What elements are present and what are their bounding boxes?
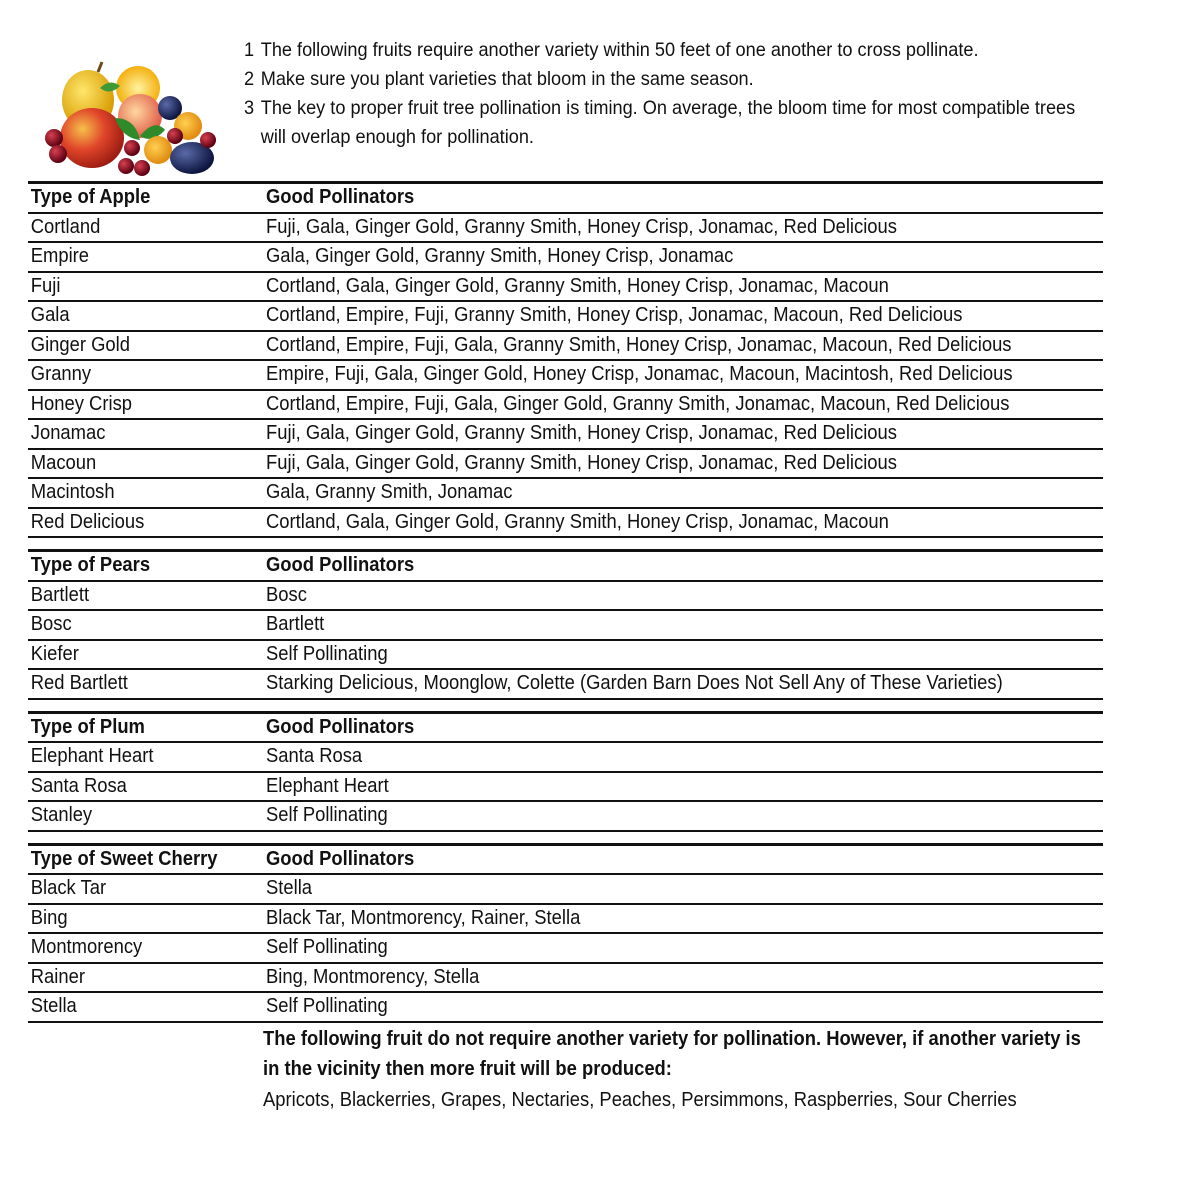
- pollinators-cell: Bing, Montmorency, Stella: [266, 965, 480, 988]
- pollinators-cell: Bosc: [266, 583, 307, 606]
- note-number: 2: [244, 68, 255, 90]
- pollinators-cell: Gala, Ginger Gold, Granny Smith, Honey Crisp, Jonamac: [266, 245, 734, 268]
- table-row: [28, 934, 1103, 964]
- note-item: [244, 94, 1081, 152]
- variety-cell: Ginger Gold: [30, 333, 130, 356]
- note-number: 1: [244, 39, 255, 61]
- table-row: [28, 243, 1103, 273]
- table-row: [28, 964, 1103, 994]
- table-row: [28, 670, 1103, 700]
- variety-cell: Empire: [30, 245, 90, 268]
- pollinators-cell: Cortland, Gala, Ginger Gold, Granny Smith, Honey Crisp, Jonamac, Macoun: [266, 510, 889, 533]
- variety-cell: Santa Rosa: [30, 774, 127, 797]
- column-header-type: Type of Sweet Cherry: [30, 847, 218, 870]
- table-header-row: [28, 552, 1103, 582]
- variety-cell: Elephant Heart: [30, 745, 154, 768]
- note-text: The key to proper fruit tree pollination is timing. On average, the bloom time for most compatible trees will overlap enough for pollination.: [260, 97, 1076, 148]
- pollinators-cell: Cortland, Empire, Fuji, Gala, Granny Smith, Honey Crisp, Jonamac, Macoun, Red Delicious: [266, 333, 1012, 356]
- pollinators-cell: Self Pollinating: [266, 995, 388, 1018]
- table-row: [28, 420, 1103, 450]
- variety-cell: Stella: [30, 995, 77, 1018]
- table-row: [28, 875, 1103, 905]
- table-row: [28, 361, 1103, 391]
- table-row: [28, 273, 1103, 303]
- variety-cell: Macintosh: [30, 481, 115, 504]
- table-row: [28, 905, 1103, 935]
- variety-cell: Bosc: [30, 613, 72, 636]
- table-section-plum: [28, 711, 1103, 832]
- note-text: Make sure you plant varieties that bloom in the same season.: [260, 68, 754, 90]
- table-section-pear: [28, 549, 1103, 700]
- pollinators-cell: Fuji, Gala, Ginger Gold, Granny Smith, Honey Crisp, Jonamac, Red Delicious: [266, 422, 897, 445]
- table-section-sweet-cherry: [28, 843, 1103, 1023]
- note-number: 3: [244, 97, 255, 119]
- column-header-pollinators: Good Pollinators: [266, 186, 415, 209]
- variety-cell: Cortland: [30, 215, 101, 238]
- variety-cell: Kiefer: [30, 642, 79, 665]
- pollinators-cell: Self Pollinating: [266, 642, 388, 665]
- variety-cell: Jonamac: [30, 422, 106, 445]
- table-header-row: [28, 714, 1103, 744]
- table-row: [28, 450, 1103, 480]
- pollinators-cell: Black Tar, Montmorency, Rainer, Stella: [266, 906, 581, 929]
- pollinators-cell: Empire, Fuji, Gala, Ginger Gold, Honey Crisp, Jonamac, Macoun, Macintosh, Red Delicious: [266, 363, 1013, 386]
- pollinators-cell: Santa Rosa: [266, 745, 363, 768]
- pollinators-cell: Cortland, Empire, Fuji, Granny Smith, Honey Crisp, Jonamac, Macoun, Red Delicious: [266, 304, 963, 327]
- pollinators-cell: Fuji, Gala, Ginger Gold, Granny Smith, Honey Crisp, Jonamac, Red Delicious: [266, 215, 897, 238]
- table-row: [28, 582, 1103, 612]
- pollinators-cell: Stella: [266, 877, 313, 900]
- pollinators-cell: Bartlett: [266, 613, 325, 636]
- variety-cell: Rainer: [30, 965, 85, 988]
- variety-cell: Honey Crisp: [30, 392, 133, 415]
- pollinators-cell: Self Pollinating: [266, 804, 388, 827]
- table-row: [28, 332, 1103, 362]
- table-row: [28, 509, 1103, 539]
- pollinators-cell: Gala, Granny Smith, Jonamac: [266, 481, 513, 504]
- variety-cell: Montmorency: [30, 936, 143, 959]
- variety-cell: Bartlett: [30, 583, 90, 606]
- variety-cell: Red Bartlett: [30, 672, 128, 695]
- table-row: [28, 802, 1103, 832]
- pollinators-cell: Cortland, Gala, Ginger Gold, Granny Smith, Honey Crisp, Jonamac, Macoun: [266, 274, 889, 297]
- table-row: [28, 641, 1103, 671]
- column-header-pollinators: Good Pollinators: [266, 554, 415, 577]
- column-header-type: Type of Pears: [30, 554, 151, 577]
- pollinators-cell: Self Pollinating: [266, 936, 388, 959]
- fruit-assortment-image: [40, 58, 230, 178]
- pollination-notes: [244, 36, 1081, 152]
- note-item: [244, 36, 1081, 65]
- footer-note-text: The following fruit do not require another variety for pollination. However, if another variety is in the vicinity then more fruit will be produced:: [263, 1028, 1081, 1080]
- variety-cell: Bing: [30, 906, 68, 929]
- variety-cell: Granny: [30, 363, 92, 386]
- variety-cell: Stanley: [30, 804, 93, 827]
- table-header-row: [28, 184, 1103, 214]
- variety-cell: Red Delicious: [30, 510, 145, 533]
- column-header-type: Type of Apple: [30, 186, 151, 209]
- table-row: [28, 391, 1103, 421]
- column-header-pollinators: Good Pollinators: [266, 715, 415, 738]
- variety-cell: Gala: [30, 304, 70, 327]
- pollinators-cell: Cortland, Empire, Fuji, Gala, Ginger Gold, Granny Smith, Jonamac, Macoun, Red Delicious: [266, 392, 1010, 415]
- table-row: [28, 993, 1103, 1023]
- note-text: The following fruits require another variety within 50 feet of one another to cross pollinate.: [260, 39, 979, 61]
- table-row: [28, 214, 1103, 244]
- table-row: [28, 611, 1103, 641]
- variety-cell: Fuji: [30, 274, 61, 297]
- table-row: [28, 302, 1103, 332]
- table-row: [28, 479, 1103, 509]
- column-header-type: Type of Plum: [30, 715, 145, 738]
- pollinator-tables: [28, 181, 1103, 1023]
- table-header-row: [28, 846, 1103, 876]
- table-row: [28, 773, 1103, 803]
- footer-note: [263, 1024, 1193, 1115]
- note-item: [244, 65, 1081, 94]
- column-header-pollinators: Good Pollinators: [266, 847, 415, 870]
- pollinators-cell: Fuji, Gala, Ginger Gold, Granny Smith, Honey Crisp, Jonamac, Red Delicious: [266, 451, 897, 474]
- pollinators-cell: Starking Delicious, Moonglow, Colette (Garden Barn Does Not Sell Any of These Varieties): [266, 672, 1003, 695]
- table-row: [28, 743, 1103, 773]
- variety-cell: Macoun: [30, 451, 97, 474]
- pollinators-cell: Elephant Heart: [266, 774, 389, 797]
- variety-cell: Black Tar: [30, 877, 107, 900]
- table-section-apple: [28, 181, 1103, 538]
- footer-fruit-list: Apricots, Blackerries, Grapes, Nectaries, Peaches, Persimmons, Raspberries, Sour Cherries: [263, 1089, 1017, 1111]
